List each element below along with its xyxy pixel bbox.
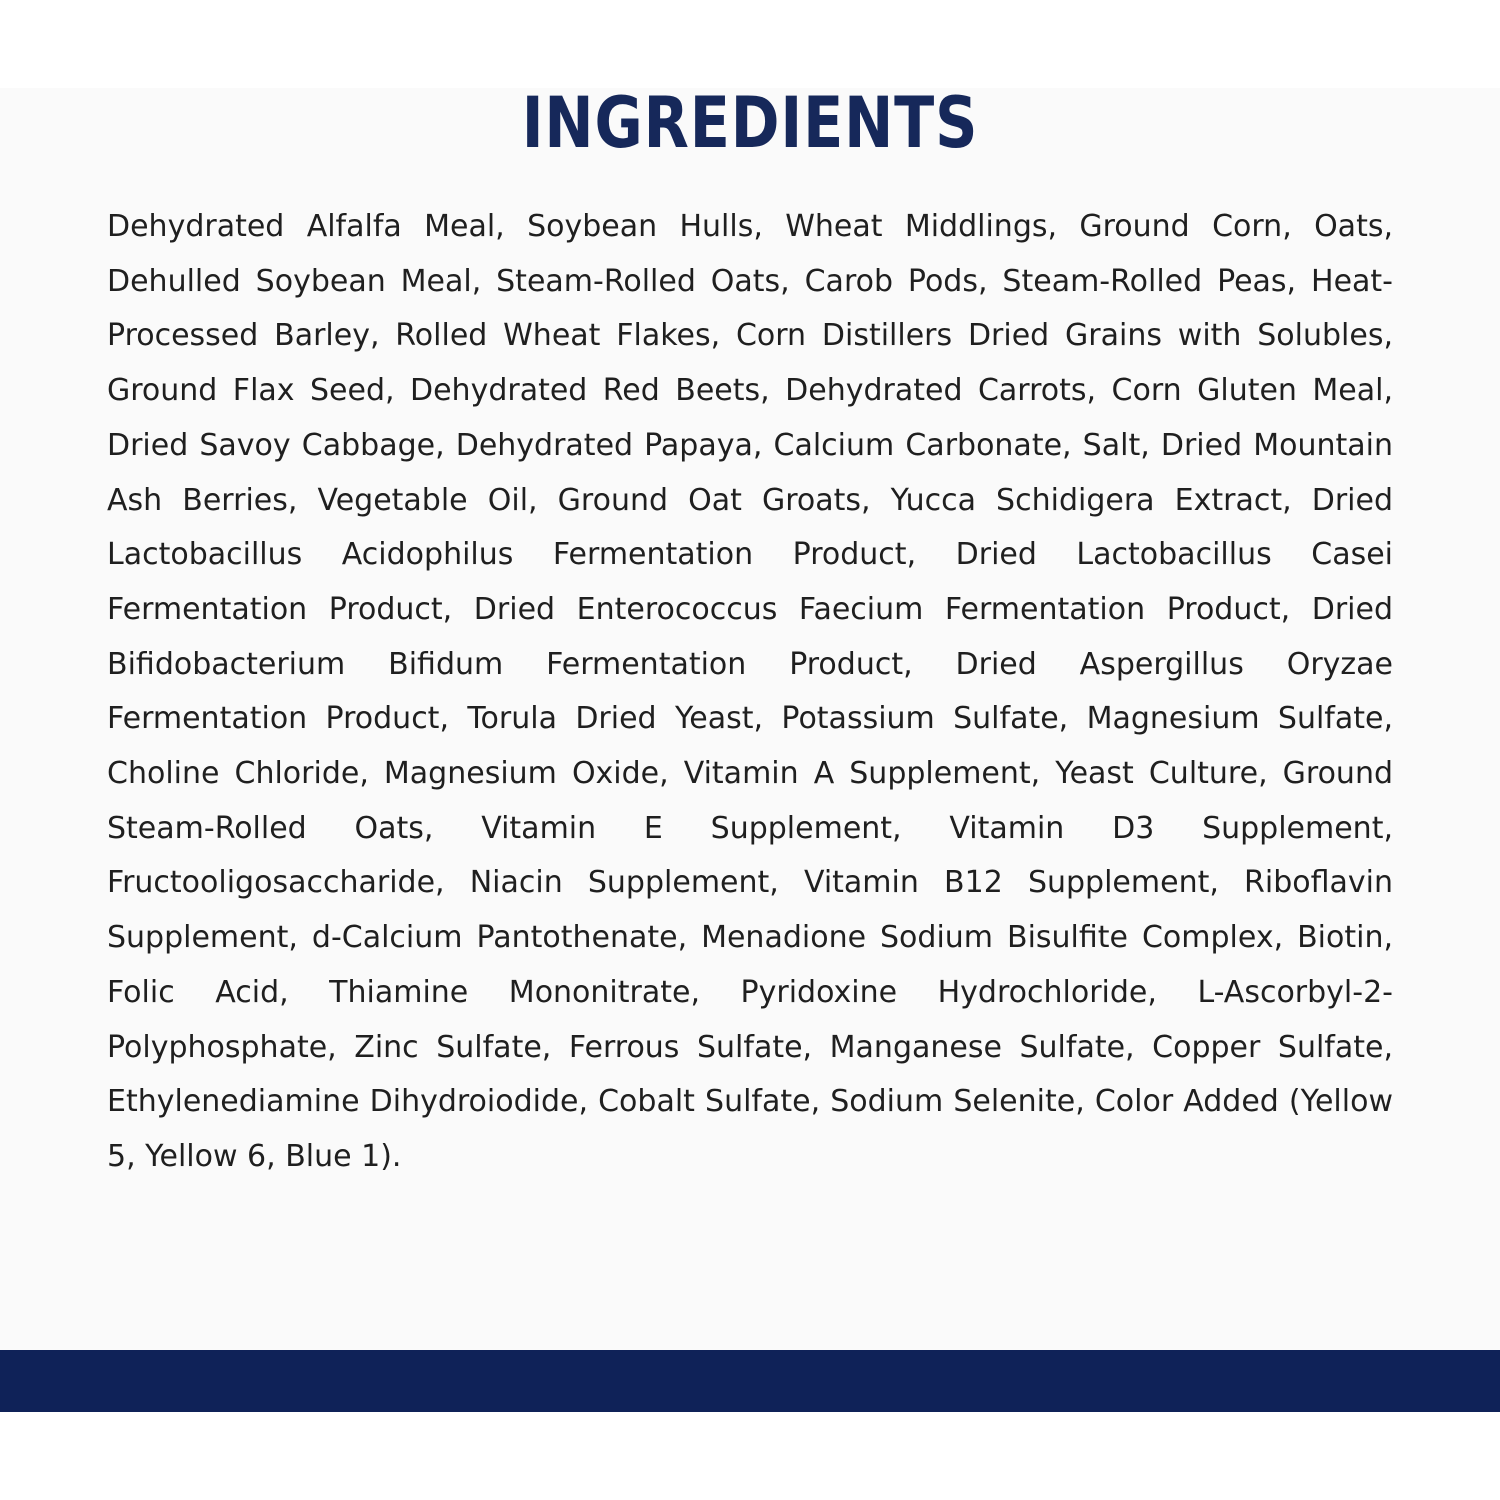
- page-title: INGREDIENTS: [521, 82, 979, 164]
- footer-bar: [0, 1350, 1500, 1412]
- ingredients-list: Dehydrated Alfalfa Meal, Soybean Hulls, Wheat Middlings, Ground Corn, Oats, Dehulled Soybean Meal, Steam-Rolled Oats, Carob Pods, Steam-Rolled Peas, Heat-Processed Barley, Rolled Wheat Flakes, Corn Distillers Dried Grains with Solubles, Ground Flax Seed, Dehydrated Red Beets, Dehydrated Carrots, Corn Gluten Meal, Dried Savoy Cabbage, Dehydrated Papaya, Calcium Carbonate, Salt, Dried Mountain Ash Berries, Vegetable Oil, Ground Oat Groats, Yucca Schidigera Extract, Dried Lactobacillus Acidophilus Fermentation Product, Dried Lactobacillus Casei Fermentation Product, Dried Enterococcus Faecium Fermentation Product, Dried Bifidobacterium Bifidum Fermentation Product, Dried Aspergillus Oryzae Fermentation Product, Torula Dried Yeast, Potassium Sulfate, Magnesium Sulfate, Choline Chloride, Magnesium Oxide, Vitamin A Supplement, Yeast Culture, Ground Steam-Rolled Oats, Vitamin E Supplement, Vitamin D3 Supplement, Fructooligosaccharide, Niacin Supplement, Vitamin B12 Supplement, Riboflavin Supplement, d-Calcium Pantothenate, Menadione Sodium Bisulfite Complex, Biotin, Folic Acid, Thiamine Mononitrate, Pyridoxine Hydrochloride, L-Ascorbyl-2-Polyphosphate, Zinc Sulfate, Ferrous Sulfate, Manganese Sulfate, Copper Sulfate, Ethylenediamine Dihydroiodide, Cobalt Sulfate, Sodium Selenite, Color Added (Yellow 5, Yellow 6, Blue 1).: [107, 209, 1393, 1174]
